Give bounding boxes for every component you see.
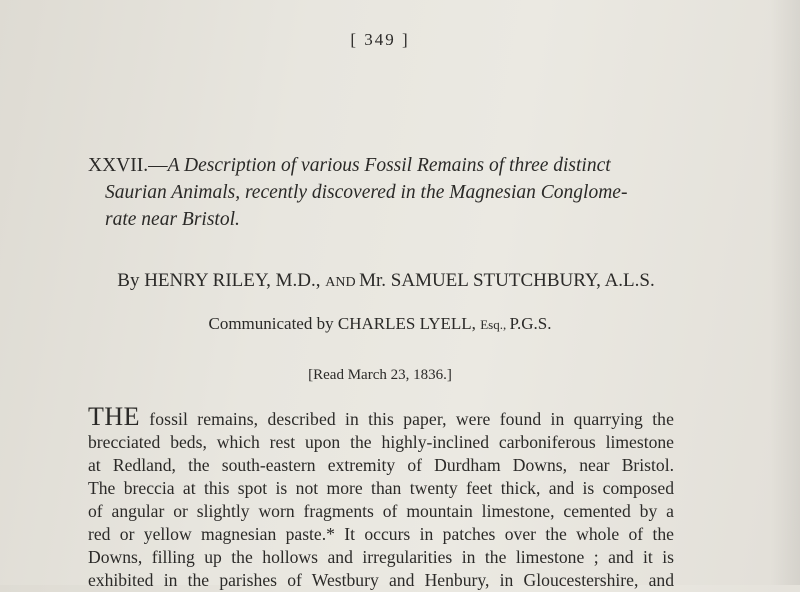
communicator-esq: Esq., <box>480 317 510 332</box>
body-line-2-text: brecciated beds, which rest upon the highly-inclined carboniferous limestone <box>88 432 674 452</box>
article-number: XXVII.— <box>88 155 168 176</box>
communicated-line <box>0 314 760 334</box>
communicator-name: CHARLES LYELL, <box>337 314 481 333</box>
body-paragraph <box>88 402 674 592</box>
read-date: [Read March 23, 1836.] <box>308 367 452 383</box>
body-line-8-text: exhibited in the parishes of Westbury and Henbury, in Gloucestershire, and <box>88 570 674 590</box>
author-1: HENRY RILEY, M.D., <box>144 270 326 291</box>
body-line-2 <box>88 431 674 454</box>
body-line-6 <box>88 523 674 546</box>
body-line-6-text: red or yellow magnesian paste.* It occurs in patches over the whole of the <box>88 524 674 544</box>
page-number: [ 349 ] <box>350 30 410 49</box>
body-line-7-text: Downs, filling up the hollows and irregularities in the limestone ; and it is <box>88 547 674 567</box>
title-line-1: A Description of various Fossil Remains of three distinct <box>167 155 611 176</box>
body-line-5 <box>88 500 674 523</box>
body-line-7 <box>88 546 674 569</box>
author-line <box>86 270 686 292</box>
body-line-1-text: fossil remains, described in this paper, were found in quarrying the <box>140 409 674 429</box>
author-2: SAMUEL STUTCHBURY, A.L.S. <box>390 270 655 291</box>
title-line-3: rate near Bristol. <box>105 209 240 230</box>
author-mr: Mr. <box>359 270 391 291</box>
body-line-1 <box>88 402 674 431</box>
body-line-4-text: The breccia at this spot is not more than twenty feet thick, and is composed <box>88 478 674 498</box>
communicated-prefix: Communicated by <box>208 314 338 333</box>
drop-cap: THE <box>88 402 141 431</box>
body-line-8 <box>88 569 674 592</box>
author-by: By <box>117 270 145 291</box>
body-line-4 <box>88 477 674 500</box>
body-line-3-text: at Redland, the south-eastern extremity of Durdham Downs, near Bristol. <box>88 455 674 475</box>
page-edge-shadow <box>770 0 800 585</box>
title-line-2: Saurian Animals, recently discovered in the Magnesian Conglome- <box>105 182 628 203</box>
communicator-title: P.G.S. <box>509 314 552 333</box>
body-line-5-text: of angular or slightly worn fragments of mountain limestone, cemented by a <box>88 501 674 521</box>
author-and: AND <box>325 275 360 290</box>
body-line-3 <box>88 454 674 477</box>
article-title <box>88 152 688 233</box>
